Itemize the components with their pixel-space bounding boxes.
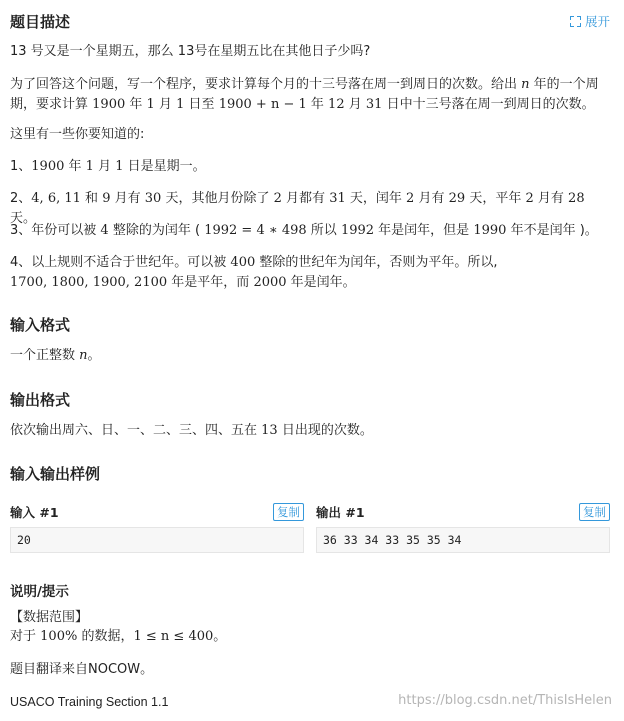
copy-input-button[interactable]: 复制 xyxy=(273,503,304,521)
translation-note: 题目翻译来自NOCOW。 xyxy=(10,662,154,677)
task-text: 为了回答这个问题，写一个程序，要求计算每个月的十三号落在周一到周日的次数。给出 n 年的一个周期，要求计算 1900 年 1 月 1 日至 1900 + n − 1 年 12 月 31 日中十三号落在周一到周日的次数。 xyxy=(10,77,599,112)
copy-output-button[interactable]: 复制 xyxy=(579,503,610,521)
expand-icon xyxy=(570,16,581,27)
description-header xyxy=(10,10,610,32)
rule-1: 1、1900 年 1 月 1 日是星期一。 xyxy=(10,159,206,174)
range-text: 对于 100% 的数据，1 ≤ n ≤ 400。 xyxy=(10,629,227,644)
intro-text: 13 号又是一个星期五，那么 13号在星期五比在其他日子少吗? xyxy=(10,44,371,59)
sample-output xyxy=(316,501,610,553)
output-format-text: 依次输出周六、日、一、二、三、四、五在 13 日出现的次数。 xyxy=(10,423,373,438)
hint-title: 说明/提示 xyxy=(10,584,69,600)
sample-output-box[interactable]: 36 33 34 33 35 35 34 xyxy=(316,527,610,553)
sample-output-label: 输出 #1 xyxy=(316,505,365,520)
expand-button[interactable] xyxy=(570,12,610,30)
watermark: https://blog.csdn.net/ThisIsHelen xyxy=(398,693,612,708)
description-title: 题目描述 xyxy=(10,12,71,31)
sample-input-box[interactable]: 20 xyxy=(10,527,304,553)
input-format-text: 一个正整数 n。 xyxy=(10,348,101,363)
source-text: USACO Training Section 1.1 xyxy=(10,695,169,709)
expand-label: 展开 xyxy=(584,14,610,29)
output-format-title: 输出格式 xyxy=(10,391,71,409)
rule-3: 3、年份可以被 4 整除的为闰年 ( 1992 = 4 ∗ 498 所以 1992 年是闰年，但是 1990 年不是闰年 )。 xyxy=(10,223,598,238)
rule-4: 4、以上规则不适合于世纪年。可以被 400 整除的世纪年为闰年，否则为平年。所以, 1700, 1800, 1900, 2100 年是平年，而 2000 年是闰年。 xyxy=(10,255,498,290)
input-format-title: 输入格式 xyxy=(10,316,71,334)
samples-title: 输入输出样例 xyxy=(10,465,101,483)
sample-input-label: 输入 #1 xyxy=(10,505,59,520)
range-title: 【数据范围】 xyxy=(10,610,89,625)
sample-input xyxy=(10,501,304,553)
know-text: 这里有一些你要知道的: xyxy=(10,127,145,142)
rule-2: 2、4, 6, 11 和 9 月有 30 天，其他月份除了 2 月都有 31 天，闰年 2 月有 29 天，平年 2 月有 28 天。 xyxy=(10,191,585,226)
